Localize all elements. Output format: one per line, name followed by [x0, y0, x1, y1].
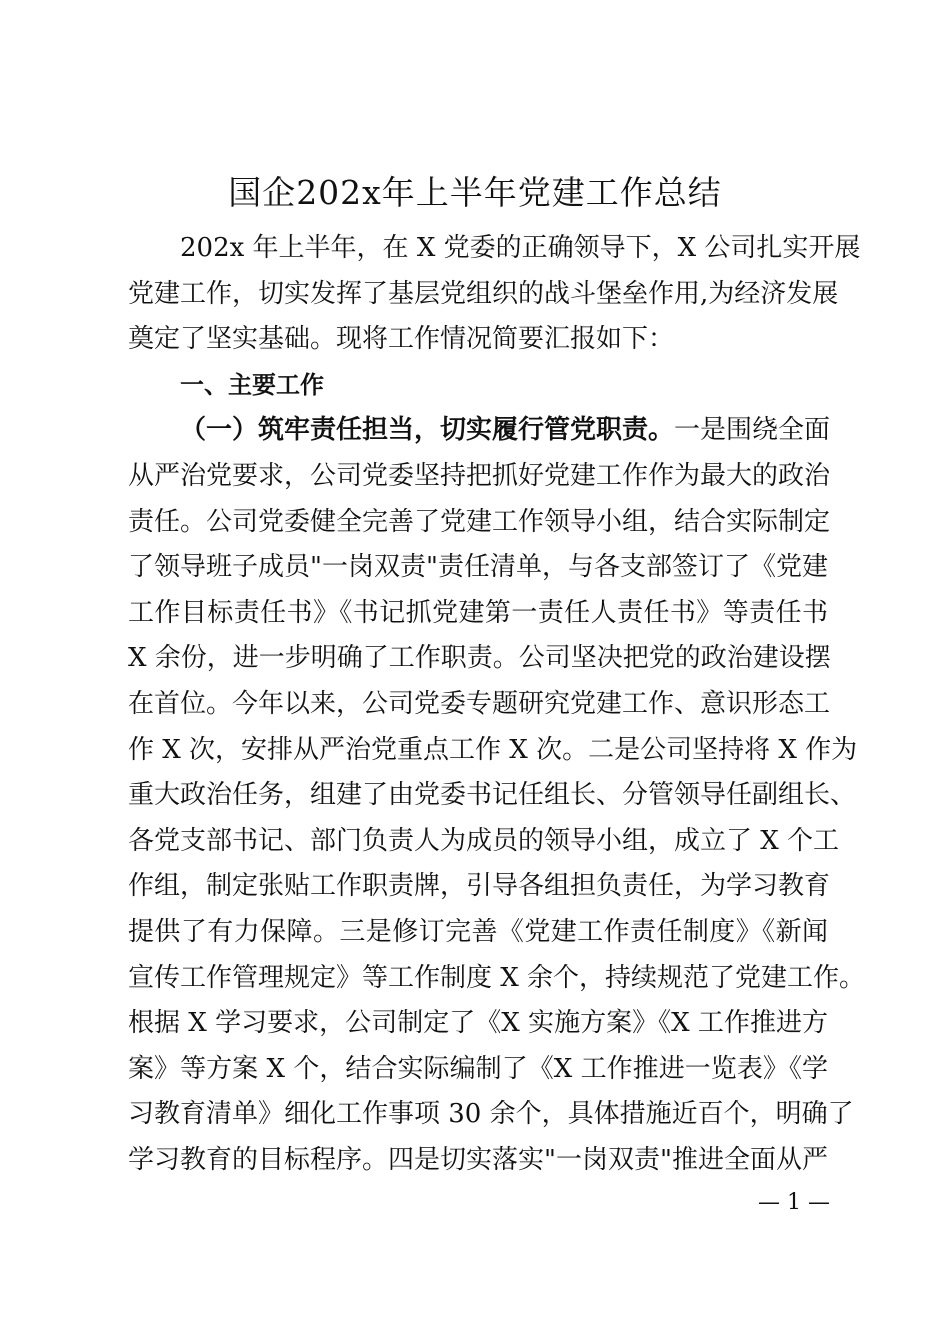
paragraph-line: 各党支部书记、部门负责人为成员的领导小组，成立了 X 个工	[128, 825, 840, 856]
paragraph-line: 了领导班子成员"一岗双责"责任清单，与各支部签订了《党建	[128, 552, 828, 583]
paragraph-line: 在首位。今年以来，公司党委专题研究党建工作、意识形态工	[128, 688, 831, 719]
paragraph-line: 提供了有力保障。三是修订完善《党建工作责任制度》《新闻	[128, 916, 828, 947]
page-number: — 1 —	[758, 1190, 830, 1215]
paragraph-line: 根据 X 学习要求，公司制定了《X 实施方案》《X 工作推进方	[128, 1008, 828, 1039]
paragraph-line: 从严治党要求，公司党委坚持把抓好党建工作作为最大的政治	[128, 460, 831, 491]
paragraph-line: 案》等方案 X 个，结合实际编制了《X 工作推进一览表》《学	[128, 1053, 828, 1084]
paragraph-line: 作 X 次，安排从严治党重点工作 X 次。二是公司坚持将 X 作为	[128, 734, 858, 765]
paragraph-line: 责任。公司党委健全完善了党建工作领导小组，结合实际制定	[128, 506, 831, 537]
section-heading: 一、主要工作	[180, 370, 324, 399]
paragraph-line: X 余份，进一步明确了工作职责。公司坚决把党的政治建设摆	[128, 643, 831, 674]
paragraph-line: 作组，制定张贴工作职责牌，引导各组担负责任，为学习教育	[128, 871, 831, 902]
intro-line: 202x 年上半年，在 X 党委的正确领导下，X 公司扎实开展	[180, 233, 861, 263]
paragraph-line: 重大政治任务，组建了由党委书记任组长、分管领导任副组长、	[128, 780, 857, 811]
paragraph-line: 习教育清单》细化工作事项 30 余个，具体措施近百个，明确了	[128, 1099, 854, 1130]
paragraph-line: 宣传工作管理规定》等工作制度 X 余个，持续规范了党建工作。	[128, 962, 866, 993]
document-title: 国企202x年上半年党建工作总结	[228, 173, 722, 212]
subsection-line-rest: 一是围绕全面	[674, 415, 831, 446]
intro-line: 党建工作，切实发挥了基层党组织的战斗堡垒作用,为经济发展	[128, 278, 839, 309]
paragraph-line: 学习教育的目标程序。四是切实落实"一岗双责"推进全面从严	[128, 1144, 828, 1175]
intro-line: 奠定了坚实基础。现将工作情况简要汇报如下：	[128, 324, 675, 355]
subsection-heading: （一）筑牢责任担当，切实履行管党职责。	[180, 415, 675, 446]
paragraph-line: 工作目标责任书》《书记抓党建第一责任人责任书》等责任书	[128, 597, 828, 628]
subsection-line	[128, 408, 831, 454]
document-body	[128, 226, 866, 1183]
